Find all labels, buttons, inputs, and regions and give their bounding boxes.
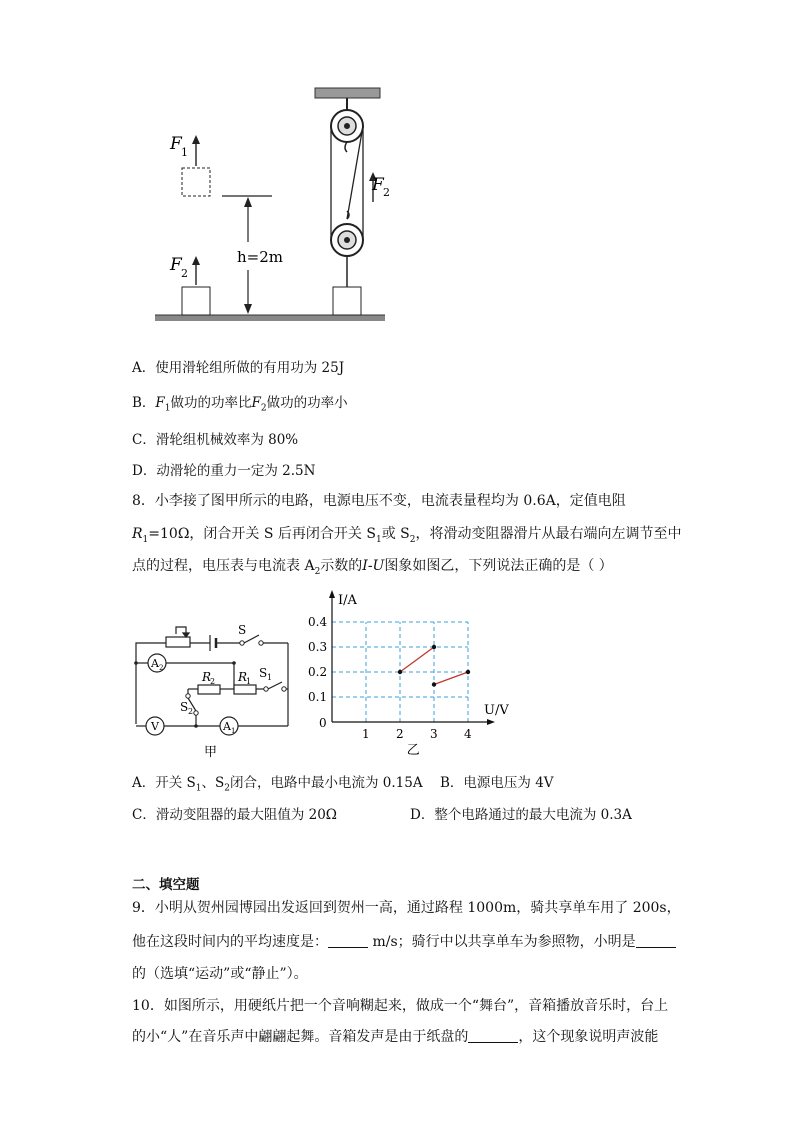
svg-text:S: S	[259, 666, 268, 680]
q8-option-d: D．整个电路通过的最大电流为 0.3A	[410, 807, 632, 823]
y-tick-label: 0.1	[308, 690, 328, 704]
x-axis-arrow	[487, 719, 495, 725]
x-tick-label: 2	[396, 727, 404, 741]
svg-text:2: 2	[210, 677, 216, 686]
q8-option-c: C．滑动变阻器的最大阻值为 20Ω	[132, 807, 337, 823]
block-right	[333, 287, 361, 315]
voltmeter	[146, 717, 164, 735]
block-left	[182, 287, 210, 315]
ground	[155, 315, 385, 321]
q7-option-d: D．动滑轮的重力一定为 2.5N	[132, 463, 316, 479]
y-tick-label: 0.2	[308, 665, 328, 679]
x-axis-label: U/V	[484, 703, 509, 718]
data-point	[432, 682, 436, 686]
y-tick-label: 0.3	[308, 640, 328, 654]
svg-text:R: R	[238, 670, 248, 684]
svg-text:V: V	[151, 720, 159, 733]
svg-text:S: S	[180, 700, 189, 714]
q10-blank[interactable]	[468, 1028, 518, 1043]
svg-text:1: 1	[267, 673, 273, 682]
q9-blank-motion[interactable]	[636, 933, 676, 948]
data-point	[432, 645, 436, 649]
series-line	[400, 647, 434, 672]
data-point	[398, 670, 402, 674]
q8-line3: 点的过程，电压表与电流表 $A_2$示数的I-U图象如图乙，下列说法正确的是（ ）	[132, 558, 613, 577]
f2-label: F	[170, 255, 182, 275]
q8-option-a: A．开关 $S_1$、$S_2$闭合，电路中最小电流为 0.15A	[132, 775, 423, 794]
ammeter-a1	[220, 717, 238, 735]
svg-text:2: 2	[159, 664, 164, 672]
pulley-system	[331, 98, 363, 315]
switch-s1-label	[259, 666, 272, 682]
chart-caption: 乙	[406, 743, 420, 758]
q7-option-b: B．$F_1$做功的功率比$F_2$做功的功率小	[132, 395, 348, 414]
pulley-figure	[150, 82, 390, 327]
data-point	[466, 670, 470, 674]
svg-text:A: A	[151, 657, 159, 670]
x-tick-label: 4	[464, 727, 472, 741]
q7-option-c: C．滑轮组机械效率为 80%	[132, 432, 299, 448]
f2-pulley-label: F	[372, 175, 384, 195]
q8-option-b: B．电源电压为 4V	[440, 775, 554, 791]
origin-label: 0	[319, 716, 327, 730]
f1-label: F	[170, 134, 182, 154]
resistor-r2-label	[201, 670, 215, 686]
f2-sub: 2	[181, 267, 188, 280]
q8-line1: 8．小李接了图甲所示的电路，电源电压不变，电流表量程均为 0.6A，定值电阻	[132, 493, 626, 509]
q7-option-a: A．使用滑轮组所做的有用功为 25J	[132, 360, 345, 376]
circuit-diagram	[128, 614, 300, 762]
y-axis-arrow	[329, 590, 335, 598]
section-heading: 二、填空题	[132, 877, 200, 893]
switch-s-label: S	[238, 623, 247, 637]
f1-sub: 1	[181, 146, 188, 159]
iu-chart	[300, 585, 520, 760]
q8-line2: $R_1=10\Omega$，闭合开关 S 后再闭合开关 $S_1$或 $S_2$，将滑动变阻器滑片从最右端向左调节至中	[132, 526, 682, 545]
x-tick-label: 1	[362, 727, 370, 741]
q9-line2: 他在这段时间内的平均速度是： m/s；骑行中以共享单车为参照物，小明是	[132, 932, 676, 952]
resistor-r1-label	[237, 670, 251, 686]
ceiling	[315, 88, 380, 98]
height-label: h=2m	[237, 248, 283, 266]
svg-text:R: R	[202, 670, 212, 684]
svg-text:A: A	[223, 720, 231, 733]
q9-blank-speed[interactable]	[328, 933, 368, 948]
svg-text:1: 1	[231, 727, 236, 735]
y-axis-label: I/A	[338, 593, 357, 608]
x-tick-label: 3	[430, 727, 438, 741]
circuit-caption: 甲	[204, 745, 218, 760]
y-tick-label: 0.4	[308, 615, 328, 629]
q10-line1: 10．如图所示，用硬纸片把一个音响糊起来，做成一个“舞台”，音箱播放音乐时，台上	[132, 998, 669, 1014]
dashed-block-raised	[182, 168, 210, 196]
f2-pulley-sub: 2	[383, 186, 390, 199]
svg-text:1: 1	[246, 677, 252, 686]
svg-text:2: 2	[188, 707, 194, 716]
q9-line3: 的（选填“运动”或“静止”）。	[132, 966, 308, 982]
ammeter-a2	[148, 654, 166, 672]
q9-line1: 9．小明从贺州园博园出发返回到贺州一高，通过路程 1000m，骑共享单车用了 200s，	[132, 900, 681, 916]
q10-line2: 的小“人”在音乐声中翩翩起舞。音箱发声是由于纸盘的 ，这个现象说明声波能	[132, 1029, 659, 1045]
series-line	[434, 672, 468, 685]
